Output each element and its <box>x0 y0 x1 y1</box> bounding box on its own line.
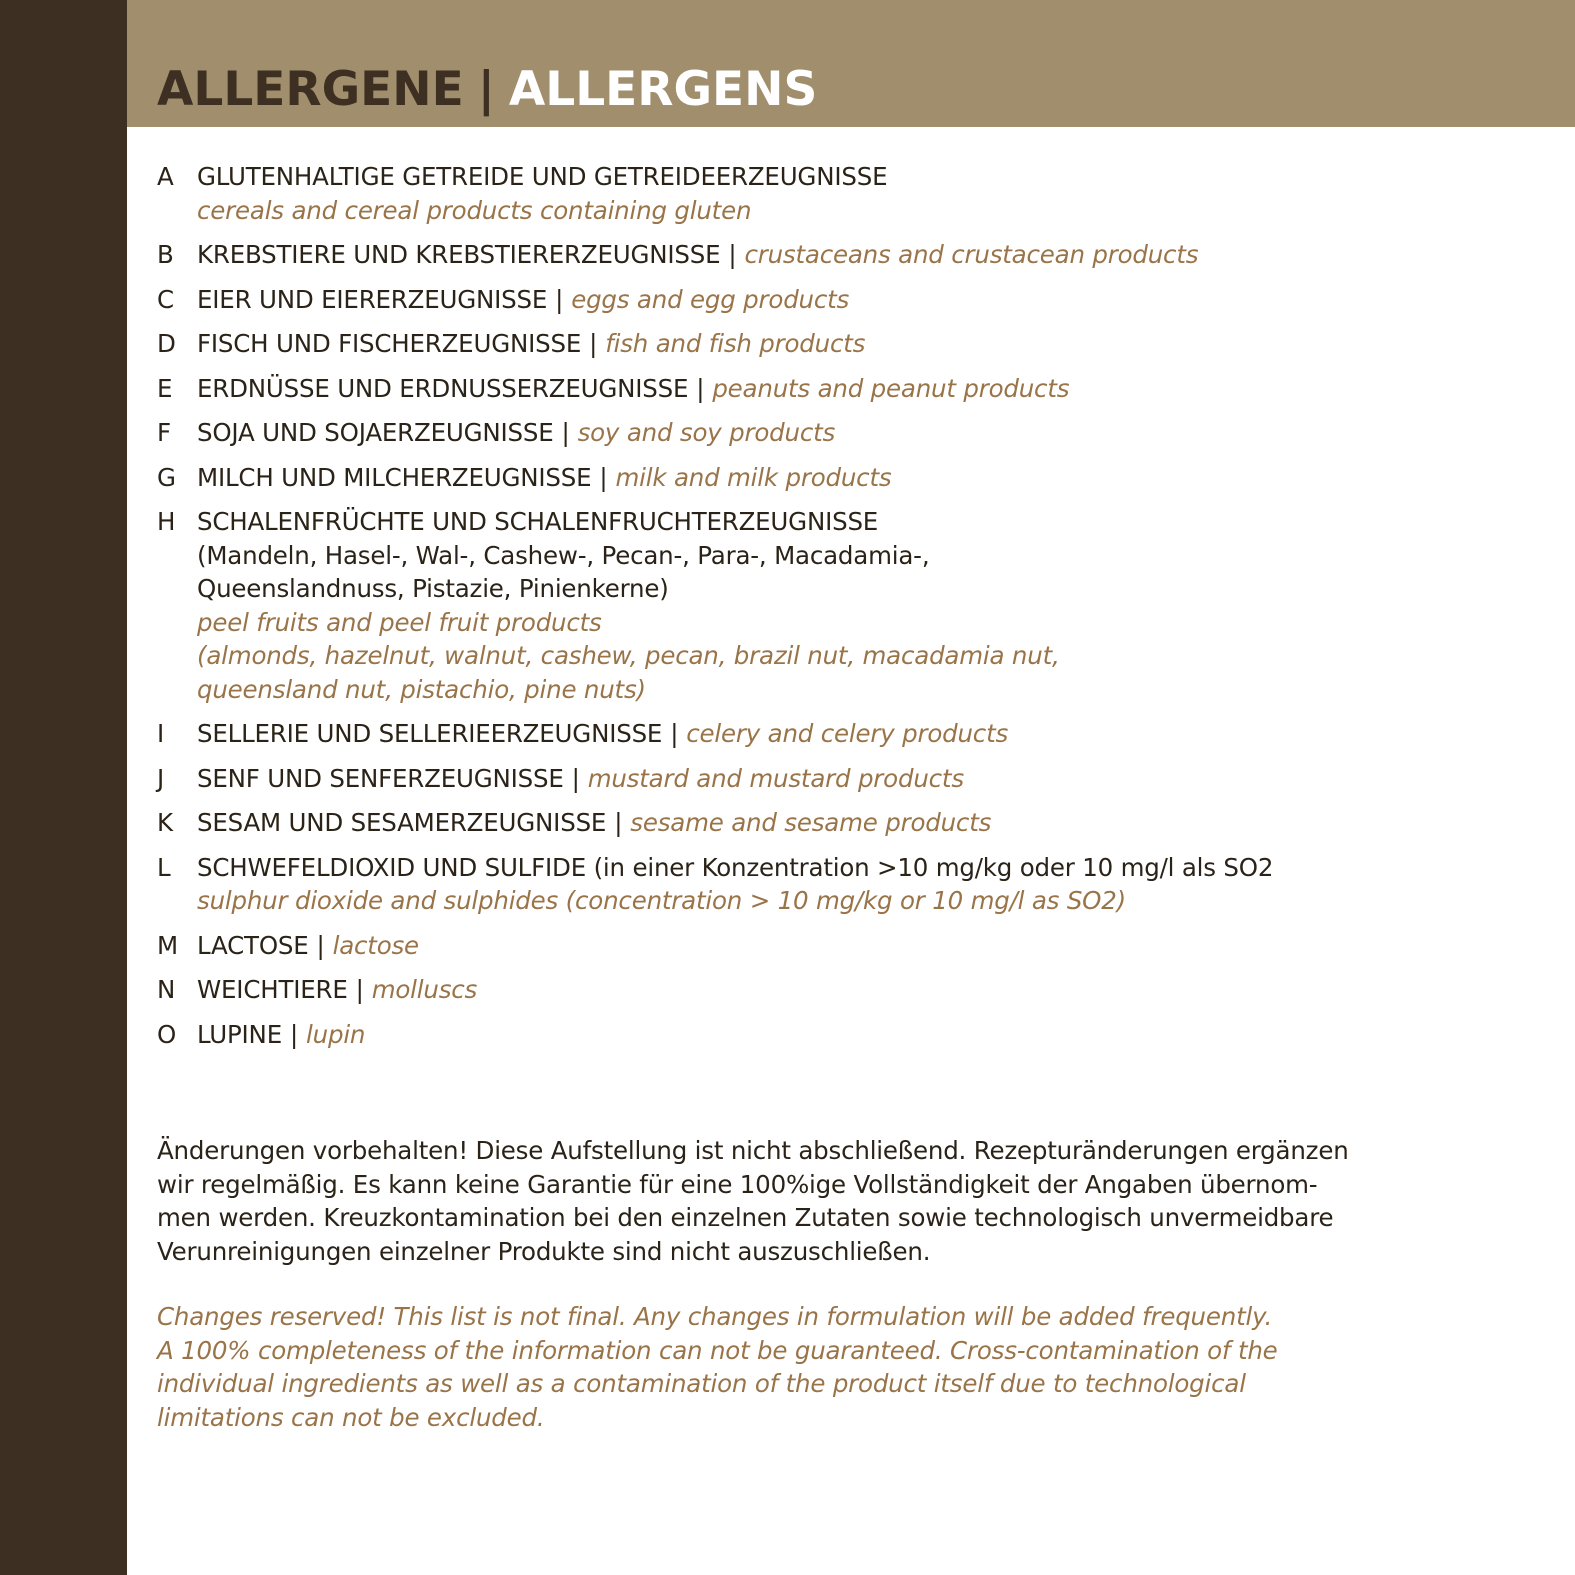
allergen-name-german: EIER UND EIERERZEUGNISSE <box>197 284 548 314</box>
allergen-separator: | <box>670 719 679 748</box>
allergen-separator: | <box>571 763 580 793</box>
side-bar <box>0 0 127 1575</box>
allergen-letter: G <box>157 462 176 492</box>
allergen-name-english: soy and soy products <box>577 418 836 447</box>
allergen-name-german: SENF UND SENFERZEUGNISSE <box>197 763 564 793</box>
disclaimer-line: men werden. Kreuzkontamination bei den einzelnen Zutaten sowie technologisch unvermeidbare <box>157 1203 1334 1232</box>
allergen-name-german: FISCH UND FISCHERZEUGNISSE <box>197 329 582 358</box>
disclaimer-line: limitations can not be excluded. <box>157 1402 545 1432</box>
allergen-separator: | <box>289 1019 299 1049</box>
title-separator: | <box>477 62 495 117</box>
allergen-name-german: LUPINE <box>197 1019 282 1049</box>
allergen-letter: M <box>157 930 178 960</box>
allergen-name-german: LACTOSE <box>197 930 309 960</box>
allergen-name-english: (almonds, hazelnut, walnut, cashew, pecan, brazil nut, macadamia nut, <box>197 641 1060 670</box>
allergen-item <box>157 461 1457 495</box>
disclaimer-german <box>157 1134 1457 1268</box>
allergen-item <box>157 416 1457 450</box>
allergen-separator: | <box>555 284 564 314</box>
disclaimer-line: A 100% completeness of the information can not be guaranteed. Cross-contamination of the <box>157 1335 1278 1365</box>
allergen-separator: | <box>696 373 705 403</box>
allergen-item <box>157 973 1457 1007</box>
page-title <box>157 60 817 120</box>
allergen-name-english: crustaceans and crustacean products <box>744 240 1199 269</box>
allergen-item <box>157 160 1457 227</box>
allergen-separator: | <box>614 808 623 837</box>
allergen-name-english: fish and fish products <box>605 329 866 358</box>
allergen-letter: K <box>157 808 173 837</box>
allergen-detail-german: Queenslandnuss, Pistazie, Pinienkerne) <box>197 574 669 603</box>
allergen-name-german: SESAM UND SESAMERZEUGNISSE <box>197 808 607 837</box>
disclaimer-line: wir regelmäßig. Es kann keine Garantie für eine 100%ige Vollständigkeit der Angaben übernom- <box>157 1169 1318 1199</box>
allergen-item <box>157 238 1457 272</box>
allergen-item <box>157 372 1457 406</box>
allergen-name-english: cereals and cereal products containing gluten <box>197 195 752 225</box>
allergen-letter: I <box>157 719 165 748</box>
allergen-separator: | <box>589 329 598 358</box>
allergen-name-english: sulphur dioxide and sulphides (concentration > 10 mg/kg or 10 mg/l as SO2) <box>197 886 1127 915</box>
allergen-name-german: WEICHTIERE <box>197 975 348 1004</box>
allergen-letter: E <box>157 373 173 403</box>
allergen-separator: | <box>316 930 325 960</box>
allergen-letter: N <box>157 975 176 1004</box>
allergen-separator: | <box>355 975 364 1004</box>
allergen-letter: A <box>157 162 174 191</box>
disclaimer-line: Änderungen vorbehalten! Diese Aufstellung ist nicht abschließend. Rezepturänderungen ergänzen <box>157 1136 1349 1165</box>
allergen-name-english: eggs and egg products <box>571 284 850 314</box>
allergen-letter: B <box>157 240 174 269</box>
allergen-name-english: milk and milk products <box>615 462 892 492</box>
allergen-name-english: lactose <box>332 930 419 960</box>
allergen-item <box>157 283 1457 317</box>
allergen-item <box>157 327 1457 361</box>
allergen-name-german: SCHWEFELDIOXID UND SULFIDE (in einer Konzentration >10 mg/kg oder 10 mg/l als SO2 <box>197 852 1274 882</box>
allergen-name-english: lupin <box>306 1019 366 1049</box>
allergen-detail-german: (Mandeln, Hasel-, Wal-, Cashew-, Pecan-, Para-, Macadamia-, <box>197 540 930 570</box>
allergen-letter: C <box>157 284 174 314</box>
disclaimer-line: Verunreinigungen einzelner Produkte sind nicht auszuschließen. <box>157 1236 931 1266</box>
allergen-letter: O <box>157 1019 177 1049</box>
allergen-item <box>157 851 1457 918</box>
allergen-item <box>157 505 1457 706</box>
allergen-item <box>157 806 1457 840</box>
allergen-item <box>157 929 1457 963</box>
allergen-name-german: MILCH UND MILCHERZEUGNISSE <box>197 462 592 492</box>
allergen-separator: | <box>561 418 570 447</box>
title-english: ALLERGENS <box>508 62 818 117</box>
allergen-item <box>157 762 1457 796</box>
disclaimer-line: individual ingredients as well as a contamination of the product itself due to technological <box>157 1369 1246 1398</box>
allergen-name-english: peel fruits and peel fruit products <box>197 607 602 637</box>
allergen-name-german: GLUTENHALTIGE GETREIDE UND GETREIDEERZEUGNISSE <box>197 162 888 191</box>
allergen-letter: H <box>157 507 176 536</box>
allergen-name-english: peanuts and peanut products <box>712 373 1070 403</box>
disclaimer-line: Changes reserved! This list is not final. Any changes in formulation will be added frequently. <box>157 1302 1273 1331</box>
allergen-letter: L <box>157 852 171 882</box>
allergen-name-german: SOJA UND SOJAERZEUGNISSE <box>197 418 554 447</box>
allergen-letter: J <box>157 763 165 793</box>
allergen-name-german: ERDNÜSSE UND ERDNUSSERZEUGNISSE <box>197 373 689 403</box>
allergen-name-english: molluscs <box>371 975 478 1004</box>
allergen-separator: | <box>728 240 737 269</box>
allergen-name-german: SCHALENFRÜCHTE UND SCHALENFRUCHTERZEUGNISSE <box>197 507 879 536</box>
allergen-list <box>157 160 1457 1062</box>
allergen-letter: D <box>157 329 176 358</box>
allergen-letter: F <box>157 418 171 447</box>
allergen-name-english: queensland nut, pistachio, pine nuts) <box>197 674 646 704</box>
allergen-name-english: sesame and sesame products <box>630 808 992 837</box>
allergen-separator: | <box>599 462 608 492</box>
allergen-name-english: celery and celery products <box>686 719 1009 748</box>
allergen-item <box>157 717 1457 751</box>
allergen-item <box>157 1018 1457 1052</box>
title-german: ALLERGENE <box>157 62 464 117</box>
allergen-name-german: KREBSTIERE UND KREBSTIERERZEUGNISSE <box>197 240 721 269</box>
disclaimer-english <box>157 1300 1457 1434</box>
allergen-name-english: mustard and mustard products <box>587 763 964 793</box>
allergen-name-german: SELLERIE UND SELLERIEERZEUGNISSE <box>197 719 663 748</box>
